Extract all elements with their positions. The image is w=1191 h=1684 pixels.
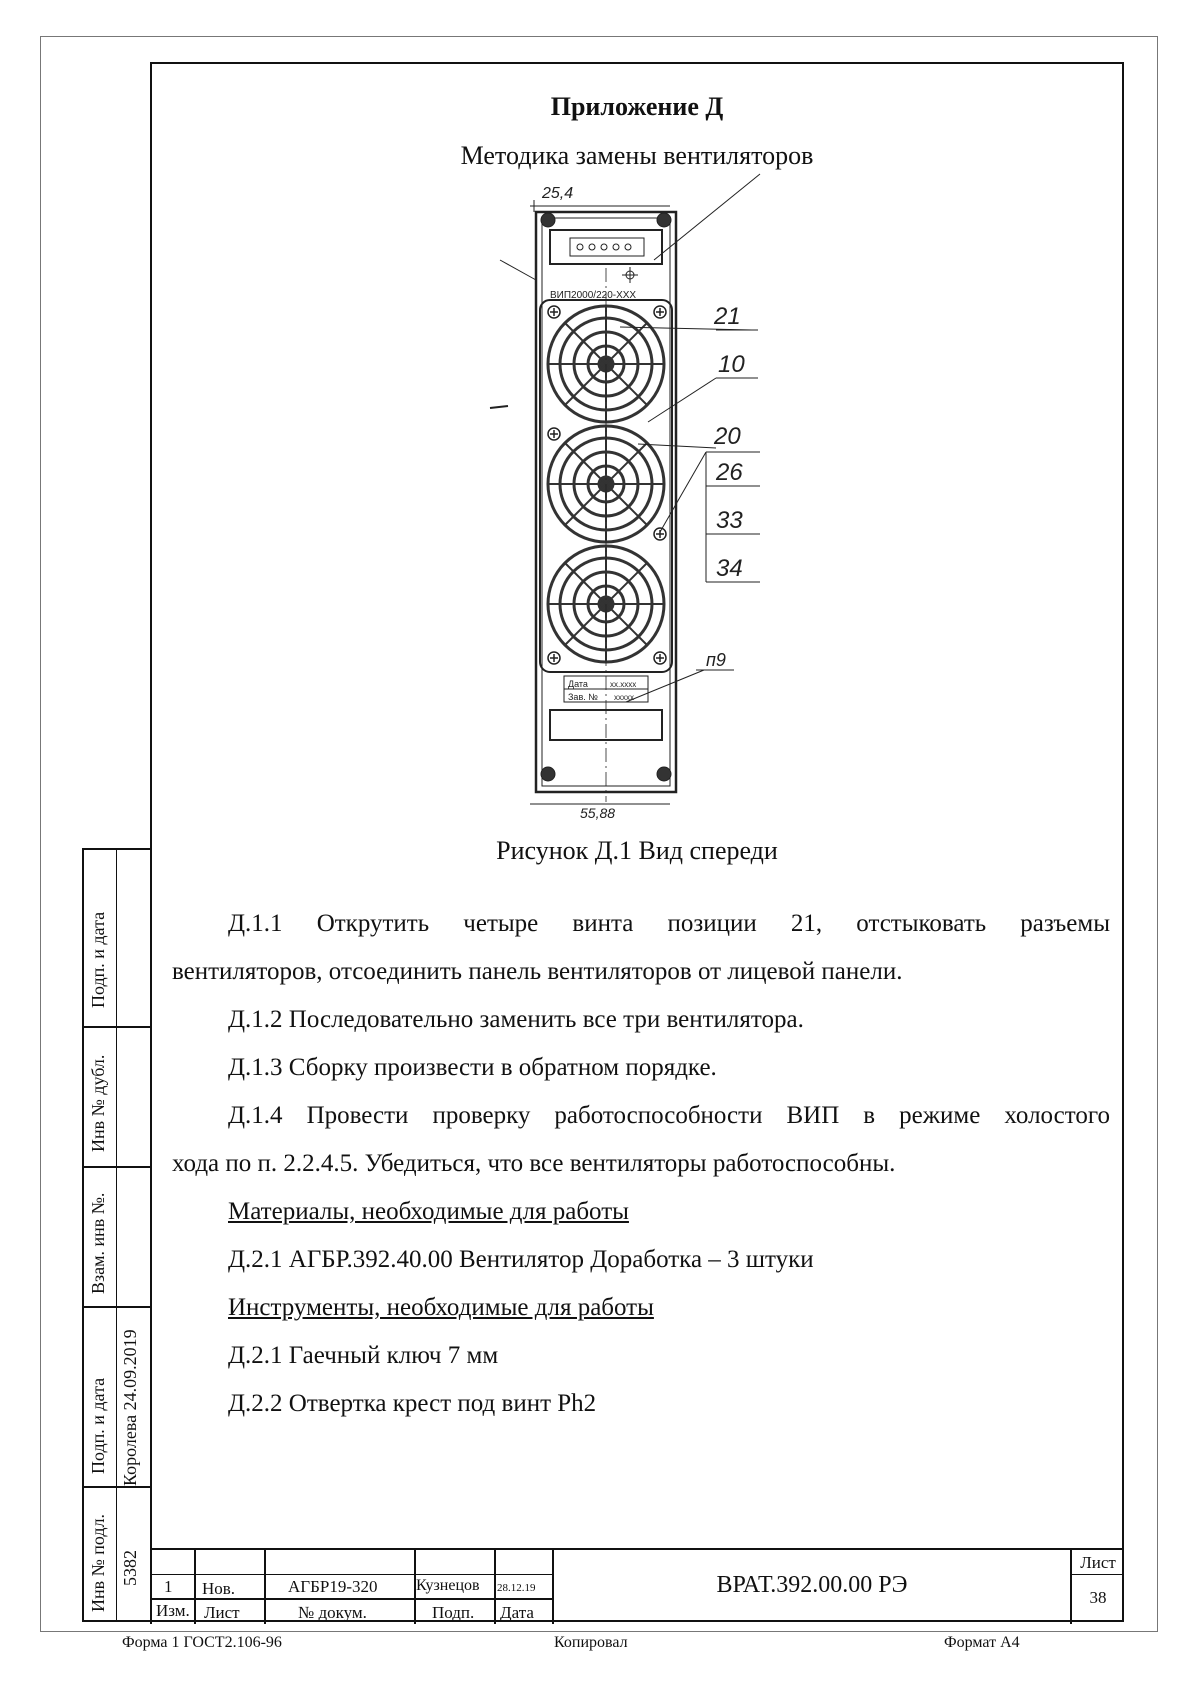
callout-33: 33 <box>716 507 743 534</box>
page-title: Приложение Д <box>550 92 724 121</box>
svg-text:Зав. №: Зав. № <box>568 692 598 702</box>
signer-value: Кузнецов <box>416 1577 480 1594</box>
label-vzam-inv: Взам. инв №. <box>88 1192 108 1294</box>
footer-format: Формат А4 <box>944 1634 1020 1651</box>
paragraph-4-line-2: хода по п. 2.2.4.5. Убедиться, что все вентиляторы работоспособны. <box>172 1150 896 1177</box>
paragraph-1-line-1: Д.1.1 Открутить четыре винта позиции 21, отстыковать разъемы <box>228 910 1110 937</box>
body-text <box>172 900 1110 1428</box>
callout-26: 26 <box>716 459 743 486</box>
sheet-label: Лист <box>1080 1553 1116 1572</box>
header-date: Дата <box>500 1603 534 1622</box>
dim-bottom-label: 55,88 <box>580 805 616 821</box>
footer-copied: Копировал <box>554 1634 628 1651</box>
title-block <box>150 1548 1124 1622</box>
signature-date: Королева 24.09.2019 <box>120 1329 140 1486</box>
list-value: Нов. <box>202 1579 236 1598</box>
header-list: Лист <box>204 1603 240 1622</box>
header-izm: Изм. <box>156 1601 190 1620</box>
paragraph-2: Д.1.2 Последовательно заменить все три вентилятора. <box>228 1006 804 1033</box>
callout-10: 10 <box>718 351 745 378</box>
label-inv-dubl: Инв № дубл. <box>88 1054 108 1152</box>
tools-heading: Инструменты, необходимые для работы <box>228 1294 654 1321</box>
svg-text:xx.xxxx: xx.xxxx <box>610 680 637 689</box>
page-subtitle: Методика замены вентиляторов <box>460 141 814 170</box>
callout-20: 20 <box>714 423 741 450</box>
figure-caption: Рисунок Д.1 Вид спереди <box>496 836 778 865</box>
svg-text:xxxxx: xxxxx <box>614 693 634 702</box>
header-doc: № докум. <box>298 1603 367 1622</box>
paragraph-3: Д.1.3 Сборку произвести в обратном порядке. <box>228 1054 717 1081</box>
footer-form: Форма 1 ГОСТ2.106-96 <box>122 1634 282 1651</box>
tools-item-2: Д.2.2 Отвертка крест под винт Ph2 <box>228 1390 597 1417</box>
izm-value: 1 <box>164 1577 173 1596</box>
dim-top-label: 25,4 <box>542 185 574 202</box>
sheet-number: 38 <box>1089 1588 1107 1607</box>
callout-34: 34 <box>716 555 743 582</box>
doc-number-value: АГБР19-320 <box>288 1577 378 1596</box>
model-label: ВИП2000/220-XXX <box>550 290 637 301</box>
inv-podl-value: 5382 <box>120 1550 140 1586</box>
front-view-drawing <box>520 182 820 821</box>
tools-item-1: Д.2.1 Гаечный ключ 7 мм <box>228 1342 499 1369</box>
callout-21: 21 <box>714 303 741 330</box>
callout-p9: п9 <box>706 650 726 670</box>
svg-text:Дата: Дата <box>568 679 588 689</box>
materials-item: Д.2.1 АГБР.392.40.00 Вентилятор Доработка – 3 штуки <box>228 1246 814 1273</box>
materials-heading: Материалы, необходимые для работы <box>228 1198 629 1225</box>
date-value: 28.12.19 <box>497 1582 536 1594</box>
paragraph-1-line-2: вентиляторов, отсоединить панель вентиляторов от лицевой панели. <box>172 958 903 985</box>
label-podp-data: Подп. и дата <box>88 911 108 1008</box>
label-inv-podl: Инв № подл. <box>88 1513 108 1612</box>
header-podp: Подп. <box>432 1603 475 1622</box>
label-podp-data-2: Подп. и дата <box>88 1377 108 1474</box>
document-designation: ВРАТ.392.00.00 РЭ <box>716 1572 908 1598</box>
paragraph-4-line-1: Д.1.4 Провести проверку работоспособности ВИП в режиме холостого <box>228 1102 1110 1129</box>
